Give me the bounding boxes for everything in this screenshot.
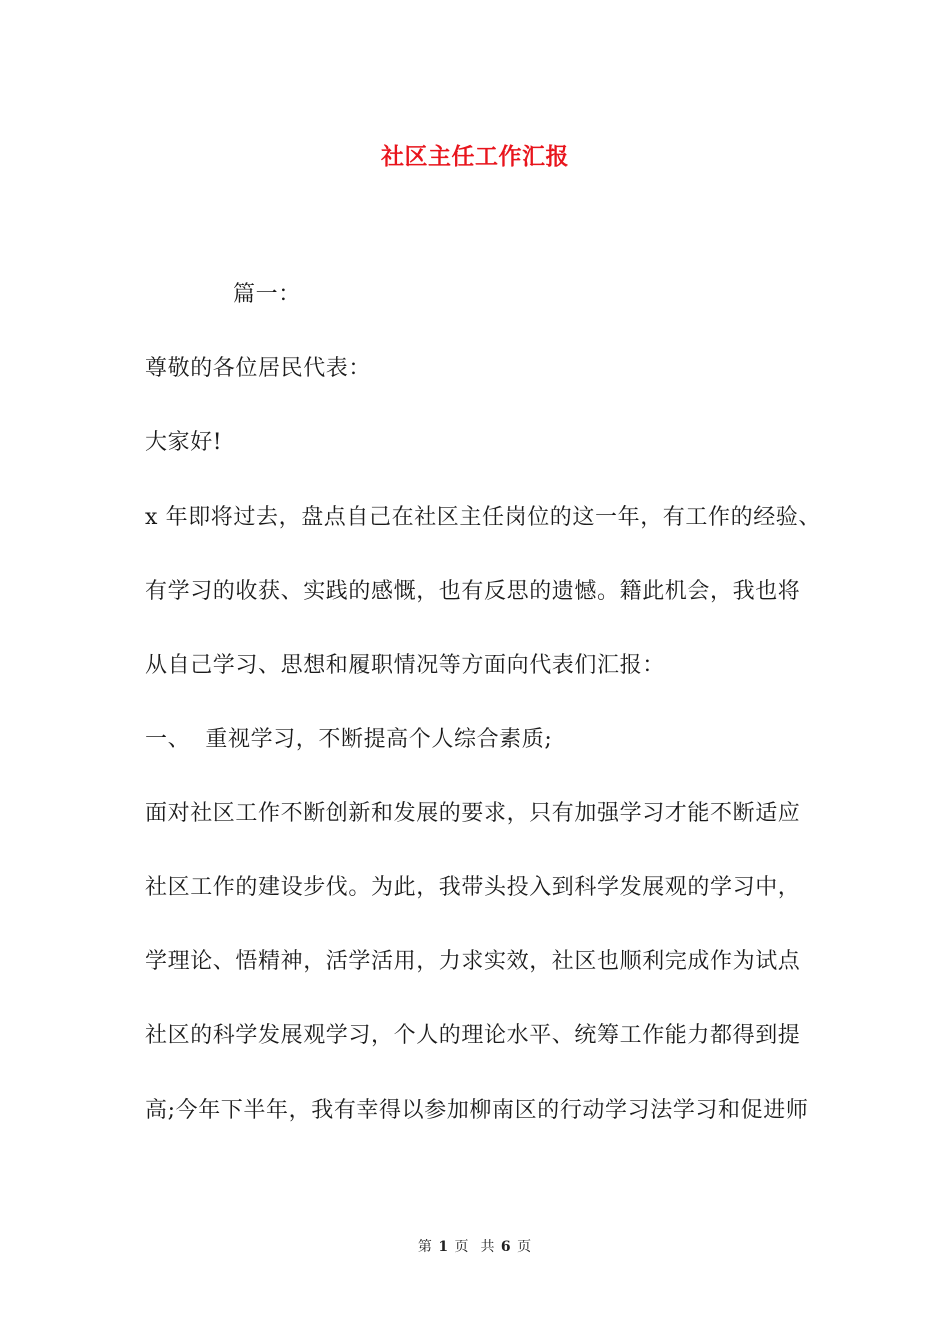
- footer-prefix: 第: [417, 1239, 433, 1255]
- section-heading: 一、 重视学习，不断提高个人综合素质;: [145, 727, 553, 752]
- paragraph-line: 社区工作的建设步伐。为此，我带头投入到科学发展观的学习中，: [145, 875, 801, 900]
- paragraph-line: 面对社区工作不断创新和发展的要求，只有加强学习才能不断适应: [145, 801, 801, 826]
- current-page-number: 1: [438, 1239, 450, 1255]
- paragraph-line: 社区的科学发展观学习，个人的理论水平、统筹工作能力都得到提: [145, 1023, 801, 1048]
- paragraph-line: 从自己学习、思想和履职情况等方面向代表们汇报：: [145, 653, 665, 678]
- salutation: 尊敬的各位居民代表：: [145, 356, 372, 381]
- footer-suffix: 页: [517, 1239, 533, 1255]
- section-label: 篇一：: [233, 282, 301, 307]
- total-pages-number: 6: [500, 1239, 512, 1255]
- footer-middle: 页 共: [454, 1239, 496, 1255]
- paragraph-line: x 年即将过去，盘点自己在社区主任岗位的这一年，有工作的经验、: [145, 505, 822, 530]
- paragraph-line: 高;今年下半年，我有幸得以参加柳南区的行动学习法学习和促进师: [145, 1098, 809, 1123]
- paragraph-line: 有学习的收获、实践的感慨，也有反思的遗憾。籍此机会，我也将: [145, 579, 801, 604]
- paragraph-line: 学理论、悟精神，活学活用，力求实效，社区也顺利完成作为试点: [145, 949, 801, 974]
- document-title: 社区主任工作汇报: [381, 143, 569, 170]
- greeting: 大家好!: [145, 430, 223, 455]
- page-footer: [0, 1236, 950, 1256]
